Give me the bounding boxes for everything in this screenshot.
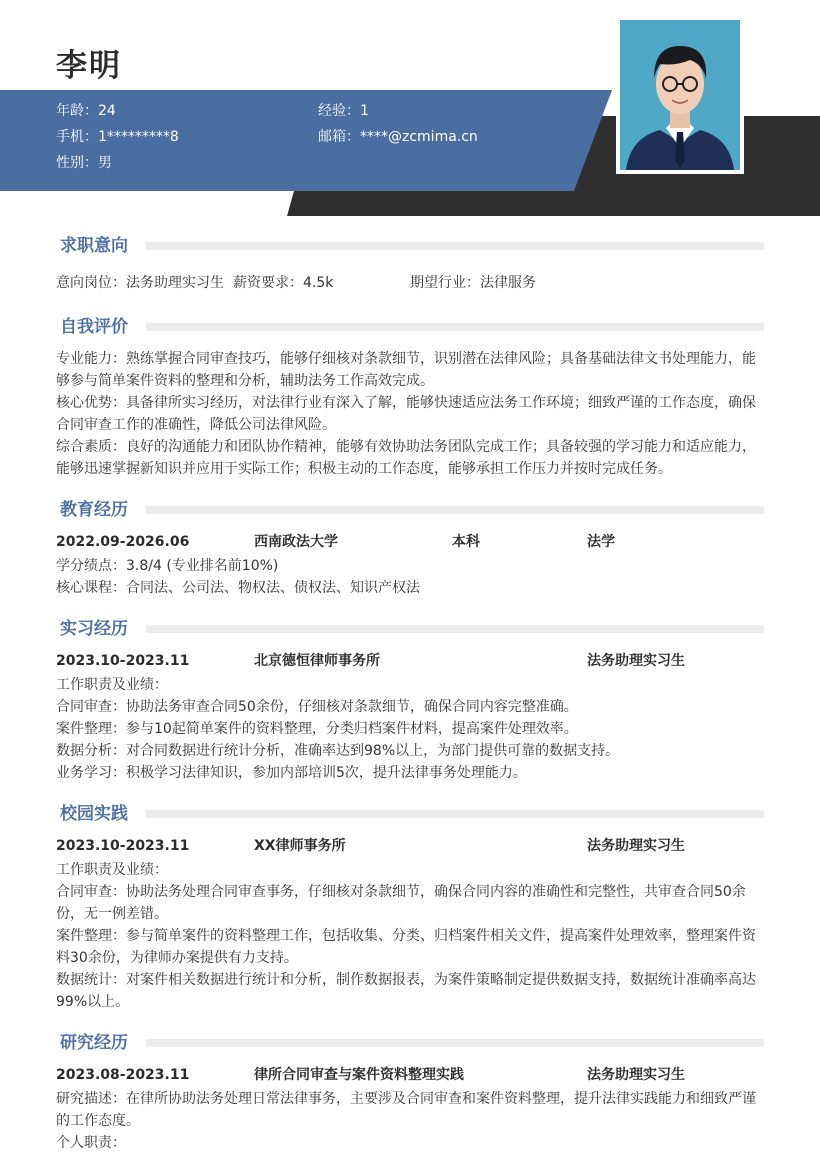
text-line: 数据分析：对合同数据进行统计分析，准确率达到98%以上，为部门提供可靠的数据支持。 bbox=[56, 743, 620, 759]
avatar-icon bbox=[620, 20, 740, 170]
major: 法学 bbox=[587, 534, 615, 550]
job-role: 法务助理实习生 bbox=[587, 653, 685, 669]
section-divider bbox=[146, 1039, 764, 1047]
research-row bbox=[56, 1064, 766, 1086]
intended-position: 意向岗位：法务助理实习生 bbox=[56, 275, 224, 291]
age-field: 年龄：24 bbox=[56, 103, 116, 119]
section-divider bbox=[146, 242, 764, 250]
text-line: 业务学习：积极学习法律知识，参加内部培训5次，提升法律事务处理能力。 bbox=[56, 765, 527, 781]
education-body bbox=[56, 555, 766, 599]
section-title: 校园实践 bbox=[60, 801, 134, 827]
text-line: 核心优势：具备律所实习经历，对法律行业有深入了解，能够快速适应法务工作环境；细致严谨的工作态度，确保 bbox=[56, 395, 756, 411]
phone-field: 手机：1*********8 bbox=[56, 129, 179, 145]
section-education bbox=[56, 497, 764, 523]
text-line: 工作职责及业绩： bbox=[56, 677, 168, 693]
text-line: 综合素质：良好的沟通能力和团队协作精神，能够有效协助法务团队完成工作；具备较强的学习能力和适应能力， bbox=[56, 439, 756, 455]
education-row bbox=[56, 531, 766, 553]
research-body bbox=[56, 1088, 766, 1154]
campus-body bbox=[56, 859, 766, 1013]
section-campus-practice bbox=[56, 801, 764, 827]
internship-body bbox=[56, 674, 766, 784]
campus-period: 2023.10-2023.11 bbox=[56, 838, 190, 854]
section-title: 自我评价 bbox=[60, 314, 134, 340]
section-research bbox=[56, 1030, 764, 1056]
text-line: 案件整理：参与10起简单案件的资料整理，分类归档案件材料，提高案件处理效率。 bbox=[56, 721, 578, 737]
text-line: 工作职责及业绩： bbox=[56, 862, 168, 878]
text-line: 个人职责： bbox=[56, 1135, 126, 1151]
degree: 本科 bbox=[452, 534, 480, 550]
text-line: 核心课程：合同法、公司法、物权法、债权法、知识产权法 bbox=[56, 580, 420, 596]
gender-field: 性别：男 bbox=[56, 155, 112, 171]
section-internship bbox=[56, 616, 764, 642]
email-field: 邮箱：****@zcmima.cn bbox=[318, 129, 478, 145]
text-line: 合同审查工作的准确性，降低公司法律风险。 bbox=[56, 417, 336, 433]
section-divider bbox=[146, 506, 764, 514]
job-role: 法务助理实习生 bbox=[587, 1067, 685, 1083]
section-title: 实习经历 bbox=[60, 616, 134, 642]
text-line: 数据统计：对案件相关数据进行统计和分析，制作数据报表，为案件策略制定提供数据支持，数据统计准确率高达 bbox=[56, 972, 756, 988]
text-line: 能够迅速掌握新知识并应用于实际工作；积极主动的工作态度，能够承担工作压力并按时完成任务。 bbox=[56, 461, 672, 477]
text-line: 够参与简单案件资料的整理和分析，辅助法务工作高效完成。 bbox=[56, 373, 434, 389]
profile-photo bbox=[616, 16, 744, 174]
education-period: 2022.09-2026.06 bbox=[56, 534, 190, 550]
internship-row bbox=[56, 650, 766, 672]
company-name: XX律师事务所 bbox=[254, 838, 346, 854]
salary-expectation: 薪资要求：4.5k bbox=[233, 275, 334, 291]
text-line: 案件整理：参与简单案件的资料整理工作，包括收集、分类、归档案件相关文件，提高案件处理效率，整理案件资 bbox=[56, 928, 756, 944]
section-title: 求职意向 bbox=[60, 233, 134, 259]
school-name: 西南政法大学 bbox=[254, 534, 338, 550]
text-line: 的工作态度。 bbox=[56, 1113, 140, 1129]
experience-field: 经验：1 bbox=[318, 103, 369, 119]
text-line: 料30余份，为律师办案提供有力支持。 bbox=[56, 950, 298, 966]
internship-period: 2023.10-2023.11 bbox=[56, 653, 190, 669]
job-role: 法务助理实习生 bbox=[587, 838, 685, 854]
candidate-name: 李明 bbox=[56, 48, 122, 84]
text-line: 合同审查：协助法务审查合同50余份，仔细核对条款细节，确保合同内容完整准确。 bbox=[56, 699, 578, 715]
section-intention bbox=[56, 233, 764, 259]
company-name: 北京德恒律师事务所 bbox=[254, 653, 380, 669]
text-line: 99%以上。 bbox=[56, 994, 130, 1010]
text-line: 学分绩点：3.8/4 (专业排名前10%) bbox=[56, 558, 279, 574]
text-line: 合同审查：协助法务处理合同审查事务，仔细核对条款细节，确保合同内容的准确性和完整性，共审查合同50余 bbox=[56, 884, 746, 900]
self-evaluation-body bbox=[56, 348, 766, 480]
expected-industry: 期望行业：法律服务 bbox=[410, 275, 536, 291]
section-divider bbox=[146, 323, 764, 331]
section-self-evaluation bbox=[56, 314, 764, 340]
campus-row bbox=[56, 835, 766, 857]
text-line: 份，无一例差错。 bbox=[56, 906, 168, 922]
text-line: 专业能力：熟练掌握合同审查技巧，能够仔细核对条款细节，识别潜在法律风险；具备基础法律文书处理能力，能 bbox=[56, 351, 756, 367]
section-divider bbox=[146, 625, 764, 633]
research-period: 2023.08-2023.11 bbox=[56, 1067, 190, 1083]
section-title: 研究经历 bbox=[60, 1030, 134, 1056]
text-line: 研究描述：在律所协助法务处理日常法律事务，主要涉及合同审查和案件资料整理，提升法律实践能力和细致严谨 bbox=[56, 1091, 756, 1107]
section-title: 教育经历 bbox=[60, 497, 134, 523]
section-divider bbox=[146, 810, 764, 818]
project-name: 律所合同审查与案件资料整理实践 bbox=[254, 1067, 464, 1083]
